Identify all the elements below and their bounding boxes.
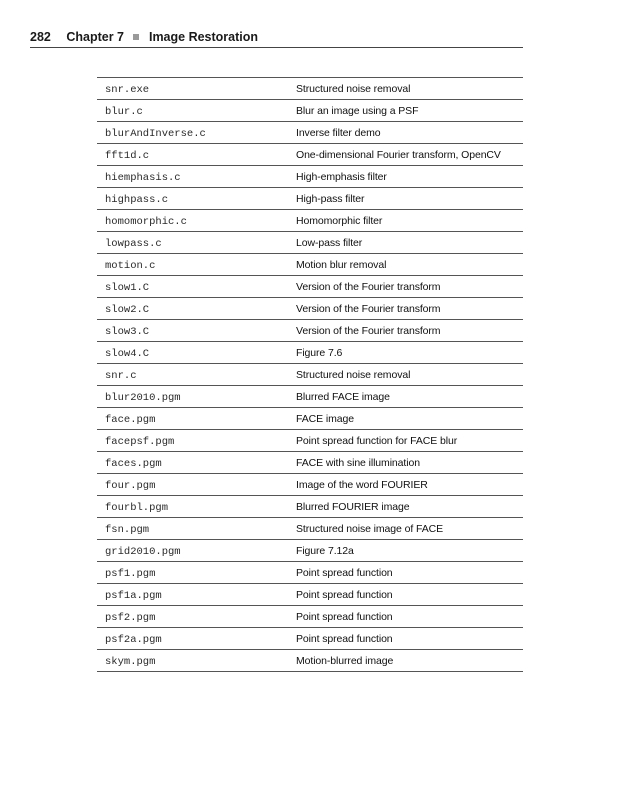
- file-description: High-emphasis filter: [296, 170, 387, 183]
- file-name: slow1.C: [105, 282, 150, 294]
- file-name: four.pgm: [105, 480, 156, 492]
- table-row: [97, 650, 523, 672]
- file-description: Point spread function: [296, 632, 393, 645]
- table-row: [97, 78, 523, 100]
- file-name: slow3.C: [105, 326, 150, 338]
- table-row: [97, 364, 523, 386]
- file-description: Low-pass filter: [296, 236, 363, 249]
- file-name: facepsf.pgm: [105, 436, 175, 448]
- file-name: fft1d.c: [105, 150, 150, 162]
- table-row: [97, 540, 523, 562]
- file-description: Point spread function: [296, 588, 393, 601]
- table-row: [97, 298, 523, 320]
- table-row: [97, 232, 523, 254]
- file-name: slow4.C: [105, 348, 150, 360]
- table-row: [97, 628, 523, 650]
- page-header: [30, 30, 523, 48]
- file-name: blur2010.pgm: [105, 392, 181, 404]
- table-row: [97, 144, 523, 166]
- file-description: High-pass filter: [296, 192, 365, 205]
- table-row: [97, 254, 523, 276]
- table-row: [97, 518, 523, 540]
- file-table: [97, 77, 523, 672]
- file-name: slow2.C: [105, 304, 150, 316]
- table-row: [97, 584, 523, 606]
- table-row: [97, 166, 523, 188]
- file-name: blurAndInverse.c: [105, 128, 206, 140]
- file-description: Homomorphic filter: [296, 214, 383, 227]
- file-description: Motion-blurred image: [296, 654, 394, 667]
- table-row: [97, 188, 523, 210]
- file-name: psf1a.pgm: [105, 590, 162, 602]
- file-name: face.pgm: [105, 414, 156, 426]
- table-row: [97, 320, 523, 342]
- table-row: [97, 430, 523, 452]
- file-description: Figure 7.12a: [296, 544, 354, 557]
- table-row: [97, 276, 523, 298]
- table-row: [97, 100, 523, 122]
- file-description: FACE image: [296, 412, 354, 425]
- table-row: [97, 606, 523, 628]
- file-description: Version of the Fourier transform: [296, 324, 441, 337]
- file-name: snr.exe: [105, 84, 150, 96]
- file-description: FACE with sine illumination: [296, 456, 420, 469]
- table-row: [97, 408, 523, 430]
- file-description: Structured noise removal: [296, 368, 411, 381]
- file-name: faces.pgm: [105, 458, 162, 470]
- table-row: [97, 342, 523, 364]
- file-name: psf2a.pgm: [105, 634, 162, 646]
- file-name: grid2010.pgm: [105, 546, 181, 558]
- file-description: Point spread function: [296, 610, 393, 623]
- file-description: Point spread function: [296, 566, 393, 579]
- file-description: Inverse filter demo: [296, 126, 381, 139]
- file-description: Blurred FACE image: [296, 390, 390, 403]
- file-description: One-dimensional Fourier transform, OpenCV: [296, 148, 501, 161]
- file-name: skym.pgm: [105, 656, 156, 668]
- file-name: psf2.pgm: [105, 612, 156, 624]
- section-title: Image Restoration: [148, 30, 259, 44]
- file-name: lowpass.c: [105, 238, 162, 250]
- file-description: Blurred FOURIER image: [296, 500, 410, 513]
- file-name: blur.c: [105, 106, 143, 118]
- file-name: highpass.c: [105, 194, 169, 206]
- file-description: Figure 7.6: [296, 346, 343, 359]
- file-description: Image of the word FOURIER: [296, 478, 428, 491]
- table-row: [97, 386, 523, 408]
- file-description: Version of the Fourier transform: [296, 302, 441, 315]
- table-row: [97, 474, 523, 496]
- file-description: Motion blur removal: [296, 258, 387, 271]
- table-row: [97, 562, 523, 584]
- file-name: fsn.pgm: [105, 524, 150, 536]
- table-row: [97, 496, 523, 518]
- file-description: Structured noise removal: [296, 82, 411, 95]
- file-name: hiemphasis.c: [105, 172, 181, 184]
- file-name: snr.c: [105, 370, 137, 382]
- file-name: psf1.pgm: [105, 568, 156, 580]
- table-row: [97, 210, 523, 232]
- file-description: Structured noise image of FACE: [296, 522, 443, 535]
- file-name: homomorphic.c: [105, 216, 187, 228]
- file-name: fourbl.pgm: [105, 502, 169, 514]
- header-separator: [133, 34, 139, 40]
- file-name: motion.c: [105, 260, 156, 272]
- file-description: Version of the Fourier transform: [296, 280, 441, 293]
- file-description: Blur an image using a PSF: [296, 104, 419, 117]
- file-description: Point spread function for FACE blur: [296, 434, 458, 447]
- table-row: [97, 452, 523, 474]
- page-number: 282: [30, 30, 51, 44]
- chapter-label: Chapter 7: [66, 30, 124, 44]
- table-row: [97, 122, 523, 144]
